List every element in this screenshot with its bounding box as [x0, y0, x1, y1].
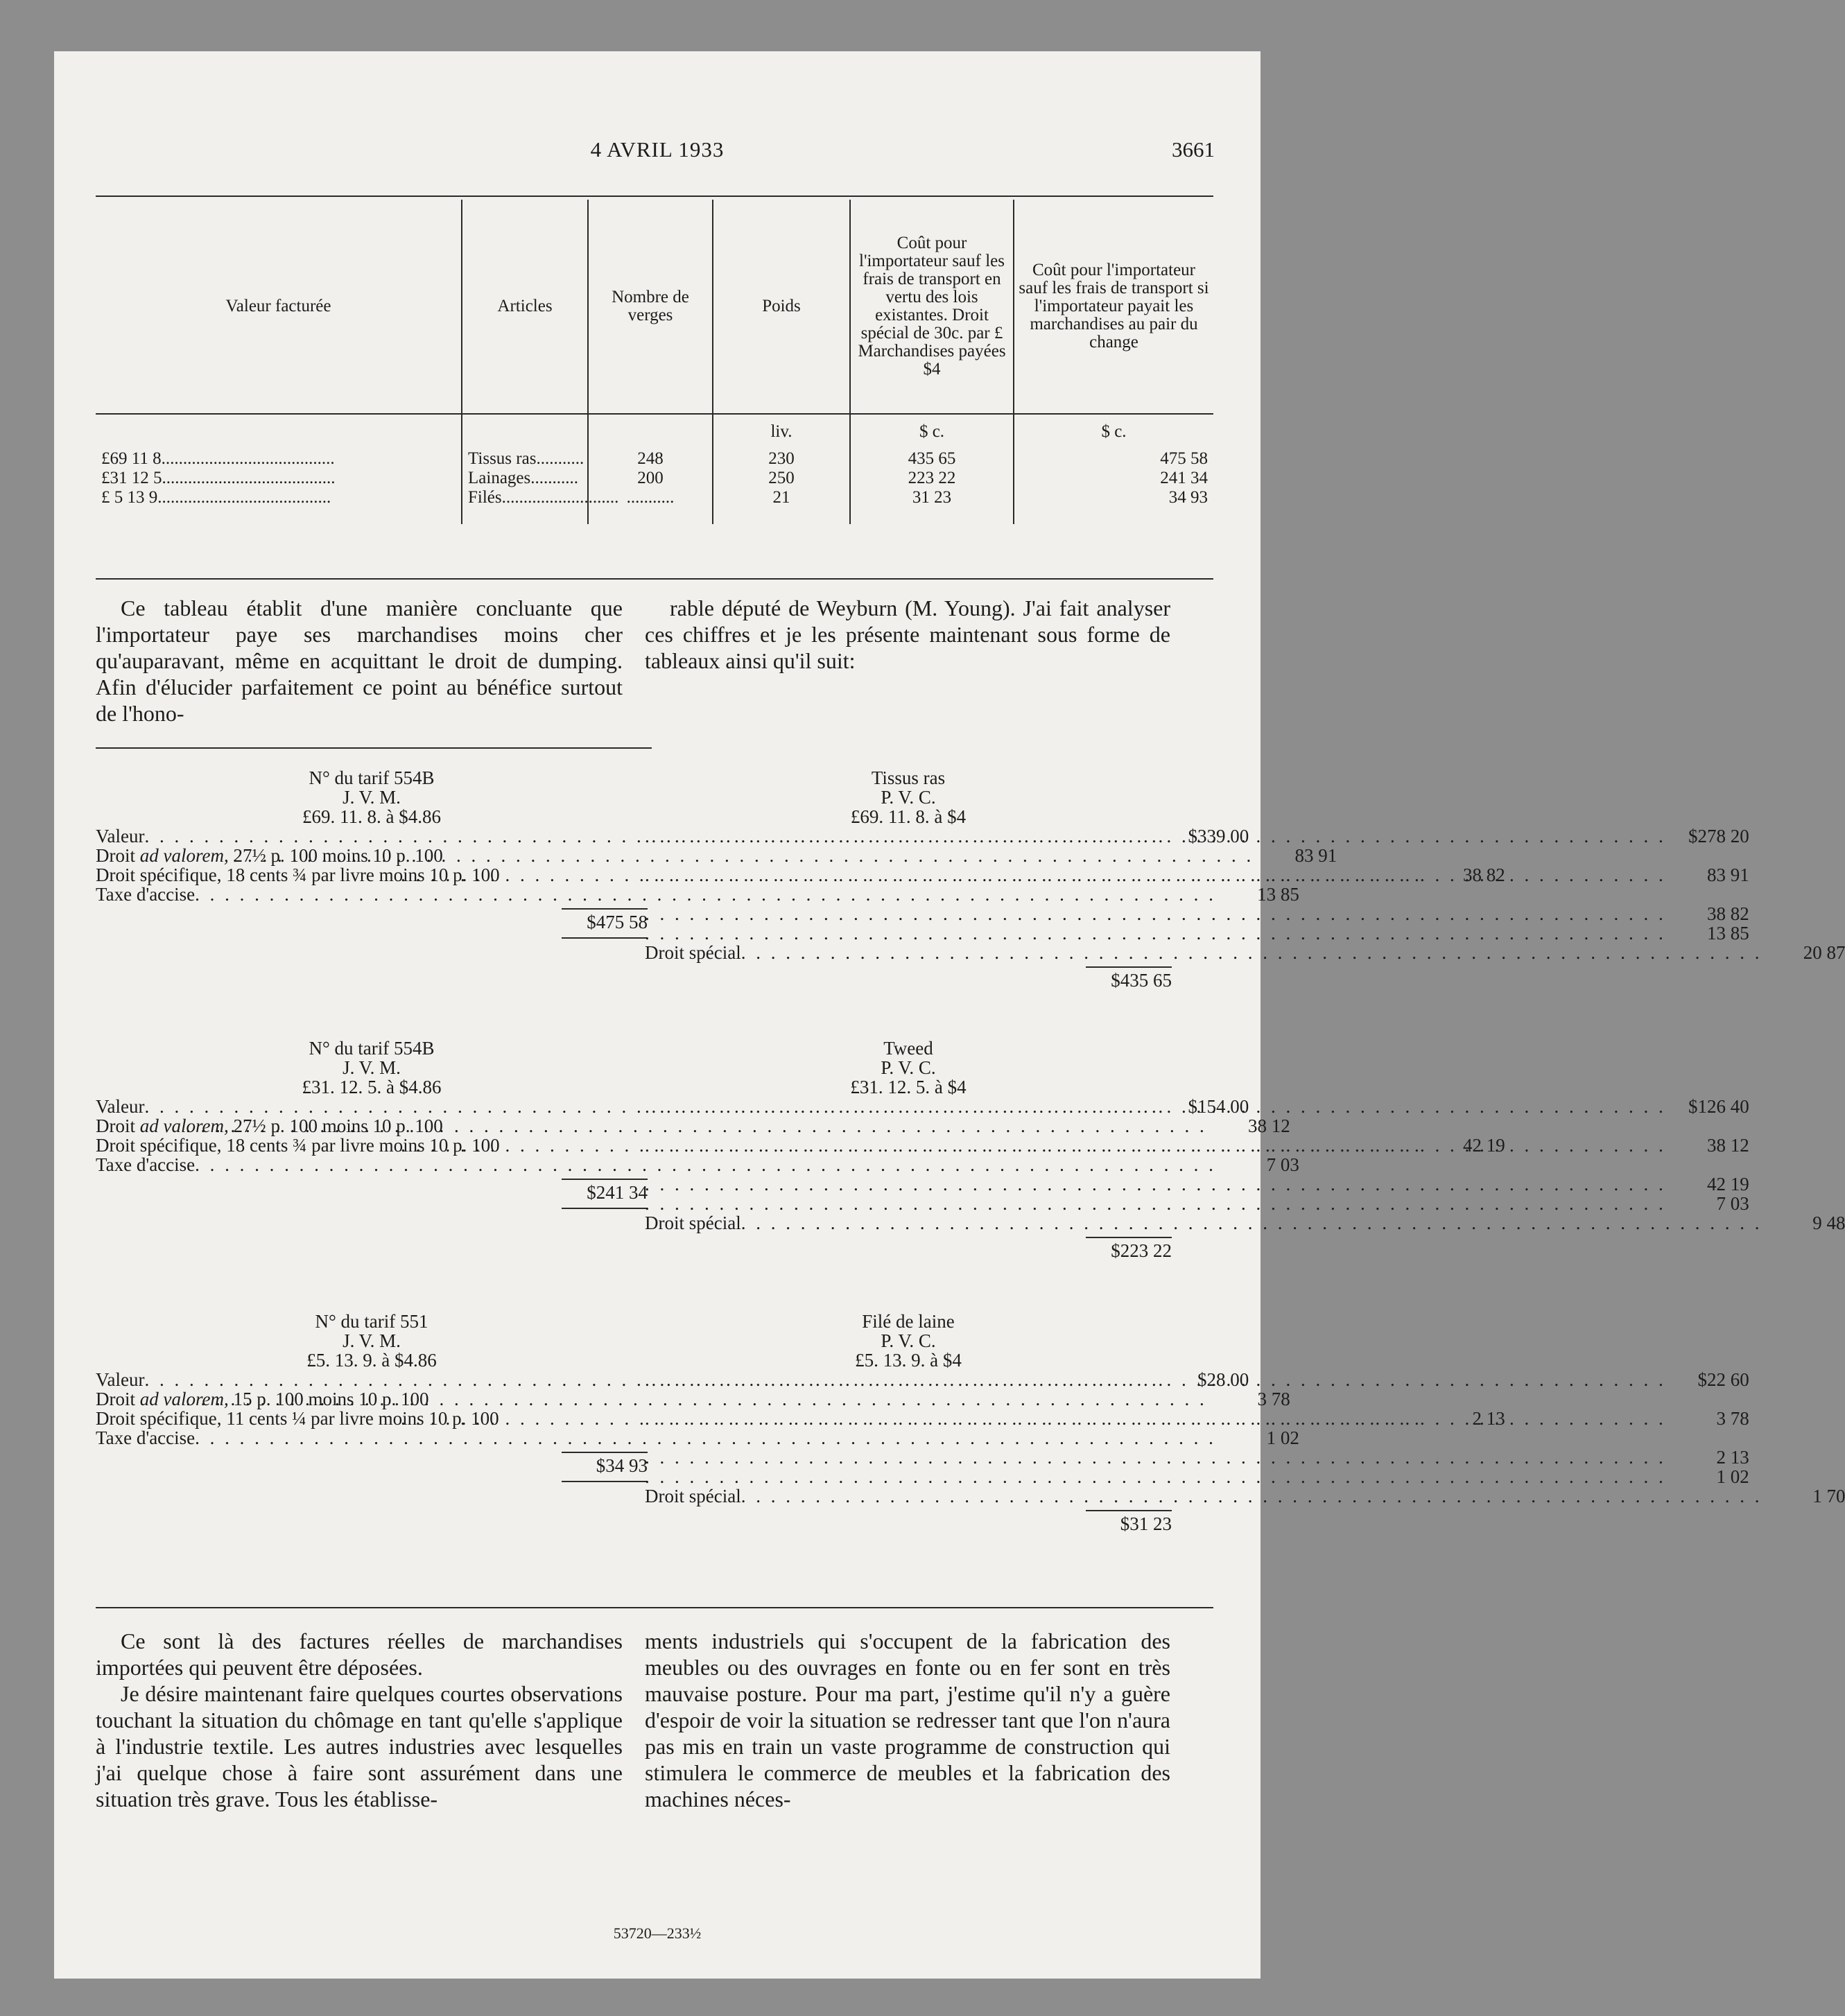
page-number: 3661 [1172, 137, 1215, 162]
product-sub: P. V. C. [881, 1057, 936, 1078]
line-valeur: Valeur . . . $28 00 [96, 1370, 648, 1389]
unit-cout2: $ c. [1014, 414, 1213, 449]
paragraph-left-2: Ce sont là des factures réelles de marchandises importées qui peuvent être déposées. [96, 1628, 623, 1680]
tarif-rate: £5. 13. 9. à $4.86 [306, 1350, 437, 1371]
header-rule [96, 195, 1213, 197]
cell-valeur: £ 5 13 9........................................ [101, 488, 331, 507]
cell-verges: ........... [588, 488, 713, 524]
line-specifique: Droit spécifique, 18 cents ¾ par livre moins 10 p. 100 [96, 864, 500, 885]
line-accise: Taxe d'accise . . . 13 85 [96, 885, 648, 904]
product-rate: £69. 11. 8. à $4 [850, 806, 967, 827]
line-advalorem: . . . 83 91 [645, 865, 1172, 885]
page-sheet [54, 51, 1845, 1979]
cell-verges: 200 [588, 469, 713, 488]
line-valeur: . . . $126 40 [645, 1097, 1172, 1116]
product-rate: £5. 13. 9. à $4 [855, 1350, 962, 1371]
cell-cout2: 475 58 [1014, 449, 1213, 469]
unit-cout1: $ c. [850, 414, 1014, 449]
invoice-table [96, 200, 1213, 524]
line-specifique-amount: . . . 42 19 [96, 1136, 648, 1155]
section-end-rule [96, 1607, 1213, 1608]
tarif-title: N° du tarif 554B [309, 1038, 435, 1059]
line-advalorem: . . . 3 78 [645, 1409, 1172, 1428]
line-special: Droit spécial . . . 20 87 [645, 943, 1172, 962]
line-advalorem: Droit ad valorem, 27½ p. 100 moins 10 p. 100 [96, 845, 443, 866]
block-total: $31 23 [645, 1506, 1172, 1540]
table-row [96, 469, 1213, 488]
line-advalorem-amount: . . . 38 12 [96, 1116, 648, 1136]
line-special: Droit spécial . . . 9 48 [645, 1213, 1172, 1233]
cell-poids: 230 [713, 449, 850, 469]
line-specifique: . . . 42 19 [645, 1174, 1172, 1194]
line-valeur: Valeur . . . $339 00 [96, 826, 648, 846]
cell-valeur: £69 11 8........................................ [101, 449, 335, 468]
col-header-articles: Articles [462, 200, 588, 414]
line-advalorem-amount: . . . 3 78 [96, 1389, 648, 1409]
cell-cout1: 31 23 [850, 488, 1014, 524]
line-advalorem: Droit ad valorem, 27½ p. 100 moins 10 p. 100 [96, 1115, 443, 1136]
product-rate: £31. 12. 5. à $4 [850, 1077, 967, 1097]
block-total: $241 34 [96, 1174, 648, 1209]
cell-cout2: 34 93 [1014, 488, 1213, 524]
col-header-poids: Poids [713, 200, 850, 414]
line-specifique: Droit spécifique, 18 cents ¾ par livre moins 10 p. 100 [96, 1135, 500, 1156]
line-accise: . . . 1 02 [645, 1467, 1172, 1486]
tarif-sub: J. V. M. [343, 787, 401, 808]
cell-verges: 248 [588, 449, 713, 469]
block-total: $223 22 [645, 1233, 1172, 1267]
paragraph-left-3: Je désire maintenant faire quelques courtes observations touchant la situation du chômage en tant qu'elle s'applique à l'industrie textile. Les autres industries avec lesquelles j'ai quelque chose à faire sont assurément dans une situation très grave. Tous les établisse- [96, 1681, 623, 1811]
line-valeur: . . . $278 20 [645, 826, 1172, 846]
block-total: $435 65 [645, 962, 1172, 997]
line-accise: Taxe d'accise . . . 7 03 [96, 1155, 648, 1174]
paragraph-right-1: rable député de Weyburn (M. Young). J'ai fait analyser ces chiffres et je les présente maintenant sous forme de tableaux ainsi qu'il suit: [645, 596, 1170, 673]
cell-poids: 250 [713, 469, 850, 488]
block-total: $34 93 [96, 1448, 648, 1482]
product-title: Tissus ras [871, 767, 946, 788]
col-header-valeur: Valeur facturée [96, 200, 462, 414]
line-advalorem: . . . 38 12 [645, 1136, 1172, 1155]
cell-article: Tissus ras........... [462, 449, 588, 469]
cell-valeur: £31 12 5........................................ [101, 469, 336, 487]
line-specifique: Droit spécifique, 11 cents ¼ par livre moins 10 p. 100 [96, 1408, 499, 1429]
table-header-row [96, 200, 1213, 414]
tarif-rate: £31. 12. 5. à $4.86 [302, 1077, 442, 1097]
cell-article: Filés........................... [462, 488, 588, 524]
block-total: $475 58 [96, 904, 648, 939]
line-advalorem: Droit ad valorem, 15 p. 100 moins 10 p. 100 [96, 1389, 429, 1409]
line-valeur: . . . $22 60 [645, 1370, 1172, 1389]
table-bottom-rule [96, 578, 1213, 580]
col-header-verges: Nombre de verges [588, 200, 713, 414]
unit-poids: liv. [713, 414, 850, 449]
page-header [54, 137, 1261, 172]
tarif-title: N° du tarif 551 [315, 1311, 428, 1332]
line-accise: . . . 13 85 [645, 923, 1172, 943]
line-accise: Taxe d'accise . . . 1 02 [96, 1428, 648, 1448]
product-sub: P. V. C. [881, 1330, 936, 1351]
line-accise: . . . 7 03 [645, 1194, 1172, 1213]
line-specifique-amount: . . . 2 13 [96, 1409, 648, 1428]
cell-cout2: 241 34 [1014, 469, 1213, 488]
product-title: Filé de laine [862, 1311, 955, 1332]
page-date: 4 AVRIL 1933 [590, 137, 725, 162]
line-specifique: . . . 2 13 [645, 1448, 1172, 1467]
table-row [96, 449, 1213, 469]
tarif-sub: J. V. M. [343, 1330, 401, 1351]
tarif-rate: £69. 11. 8. à $4.86 [302, 806, 441, 827]
table-units-row [96, 414, 1213, 449]
line-special: Droit spécial . . . 1 70 [645, 1486, 1172, 1506]
tarif-sub: J. V. M. [343, 1057, 401, 1078]
product-title: Tweed [883, 1038, 933, 1059]
table-row [96, 488, 1213, 524]
cell-cout1: 223 22 [850, 469, 1014, 488]
line-advalorem-amount: . . . 83 91 [96, 846, 648, 865]
section-rule-left [96, 747, 652, 749]
cell-cout1: 435 65 [850, 449, 1014, 469]
line-valeur: Valeur . . . $154 00 [96, 1097, 648, 1116]
col-header-cout-pair: Coût pour l'importateur sauf les frais de transport si l'importateur payait les marchandises au pair du change [1014, 200, 1213, 414]
paragraph-right-2: ments industriels qui s'occupent de la fabrication des meubles ou des ouvrages en fonte ou en fer sont en très mauvaise posture. Pour ma part, j'estime qu'il n'y a guère d'espoir de voir la situation se redresser tant que l'on n'aura pas mis en train un vaste programme de construction qui stimulera le commerce de meubles et la fabrication des machines néces- [645, 1628, 1170, 1811]
line-specifique: . . . 38 82 [645, 904, 1172, 923]
paragraph-left-1: Ce tableau établit d'une manière concluante que l'importateur paye ses marchandises moins cher qu'auparavant, même en acquittant le droit de dumping. Afin d'élucider parfaitement ce point au bénéfice surtout de l'hono- [96, 596, 623, 726]
product-sub: P. V. C. [881, 787, 936, 808]
line-specifique-amount: . . . 38 82 [96, 865, 648, 885]
col-header-cout-existant: Coût pour l'importateur sauf les frais de transport en vertu des lois existantes. Droit spécial de 30c. par £ Marchandises payées $4 [850, 200, 1014, 414]
print-code: 53720—233½ [613, 1924, 702, 1942]
tarif-title: N° du tarif 554B [309, 767, 435, 788]
cell-poids: 21 [713, 488, 850, 524]
cell-article: Lainages........... [462, 469, 588, 488]
